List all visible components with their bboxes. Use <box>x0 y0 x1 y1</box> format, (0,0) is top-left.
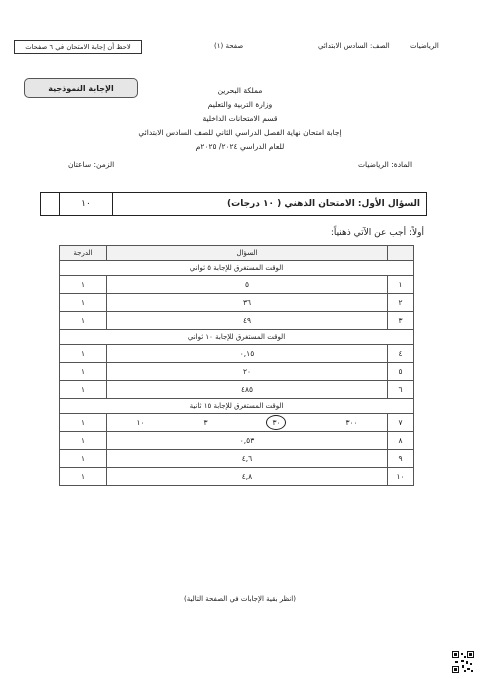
table-header-row <box>60 246 414 261</box>
row-number: ٥ <box>388 363 414 381</box>
option: ١٠ <box>136 418 145 427</box>
table-row <box>60 363 414 381</box>
table-row <box>60 432 414 450</box>
group-label: الوقت المستغرق للإجابة ١٥ ثانية <box>60 399 414 414</box>
row-number: ٢ <box>388 294 414 312</box>
subquestion-heading: أولاً: أجب عن الآتي ذهنياً: <box>330 228 424 238</box>
table-row <box>60 414 414 432</box>
subject-label: المادة: الرياضيات <box>358 160 413 169</box>
model-answer-badge: الإجابة النموذجية <box>24 78 138 98</box>
header-page: صفحة (١) <box>214 42 244 50</box>
row-number: ٨ <box>388 432 414 450</box>
section-title: السؤال الأول: الامتحان الذهني ( ١٠ درجات) <box>227 199 420 209</box>
row-mark: ١ <box>60 468 107 486</box>
row-number: ٦ <box>388 381 414 399</box>
group-label-row <box>60 330 414 345</box>
header-grade: الصف: السادس الابتدائي <box>318 42 390 50</box>
table-row <box>60 294 414 312</box>
header-subject: الرياضيات <box>410 42 439 50</box>
row-answer: ٠,١٥ <box>107 345 388 363</box>
row-number: ١٠ <box>388 468 414 486</box>
table-row <box>60 276 414 294</box>
table-row <box>60 345 414 363</box>
table-row <box>60 381 414 399</box>
row-options <box>107 414 388 432</box>
table-row <box>60 312 414 330</box>
row-mark: ١ <box>60 345 107 363</box>
time-label: الزمن: ساعتان <box>68 160 115 169</box>
row-mark: ١ <box>60 450 107 468</box>
row-answer: ٢٠ <box>107 363 388 381</box>
academic-year: للعام الدراسي ٢٠٢٤/ ٢٠٢٥م <box>195 142 285 151</box>
kingdom-line: مملكة البحرين <box>217 86 263 95</box>
group-label-row <box>60 261 414 276</box>
table-row <box>60 450 414 468</box>
continue-note: (انظر بقية الإجابات في الصفحة التالية) <box>184 595 296 603</box>
row-number: ٣ <box>388 312 414 330</box>
department-line: قسم الامتحانات الداخلية <box>202 114 278 123</box>
row-answer: ٣٦ <box>107 294 388 312</box>
row-answer: ٤٩ <box>107 312 388 330</box>
group-label: الوقت المستغرق للإجابة ٥ ثواني <box>60 261 414 276</box>
exam-title: إجابة امتحان نهاية الفصل الدراسي الثاني للصف السادس الابتدائي <box>138 128 342 137</box>
ministry-line: وزارة التربية والتعليم <box>207 100 273 109</box>
row-answer: ٤٨٥ <box>107 381 388 399</box>
row-number: ١ <box>388 276 414 294</box>
row-mark: ١ <box>60 294 107 312</box>
row-number: ٤ <box>388 345 414 363</box>
row-mark: ١ <box>60 432 107 450</box>
row-number: ٩ <box>388 450 414 468</box>
header-mark: الدرجة <box>60 246 107 261</box>
circled-correct-option: ٣٠ <box>266 415 286 430</box>
row-answer: ٤,٨ <box>107 468 388 486</box>
section-header <box>40 192 427 216</box>
row-mark: ١ <box>60 414 107 432</box>
option: ٣٠٠ <box>345 418 358 427</box>
row-answer: ٤,٦ <box>107 450 388 468</box>
row-mark: ١ <box>60 276 107 294</box>
header-number-cell <box>388 246 414 261</box>
answer-table <box>59 245 414 486</box>
row-answer: ٥ <box>107 276 388 294</box>
row-answer: ٠,٥٣ <box>107 432 388 450</box>
header-question: السؤال <box>107 246 388 261</box>
group-label: الوقت المستغرق للإجابة ١٠ ثواني <box>60 330 414 345</box>
qr-code-icon <box>452 651 474 673</box>
row-mark: ١ <box>60 381 107 399</box>
score-blank-cell <box>41 193 59 215</box>
row-mark: ١ <box>60 312 107 330</box>
page-count-note: لاحظ أن إجابة الامتحان في ٦ صفحات <box>14 40 142 54</box>
table-row <box>60 468 414 486</box>
row-mark: ١ <box>60 363 107 381</box>
row-number: ٧ <box>388 414 414 432</box>
group-label-row <box>60 399 414 414</box>
option: ٣ <box>203 418 208 427</box>
section-score: ١٠ <box>59 193 113 215</box>
